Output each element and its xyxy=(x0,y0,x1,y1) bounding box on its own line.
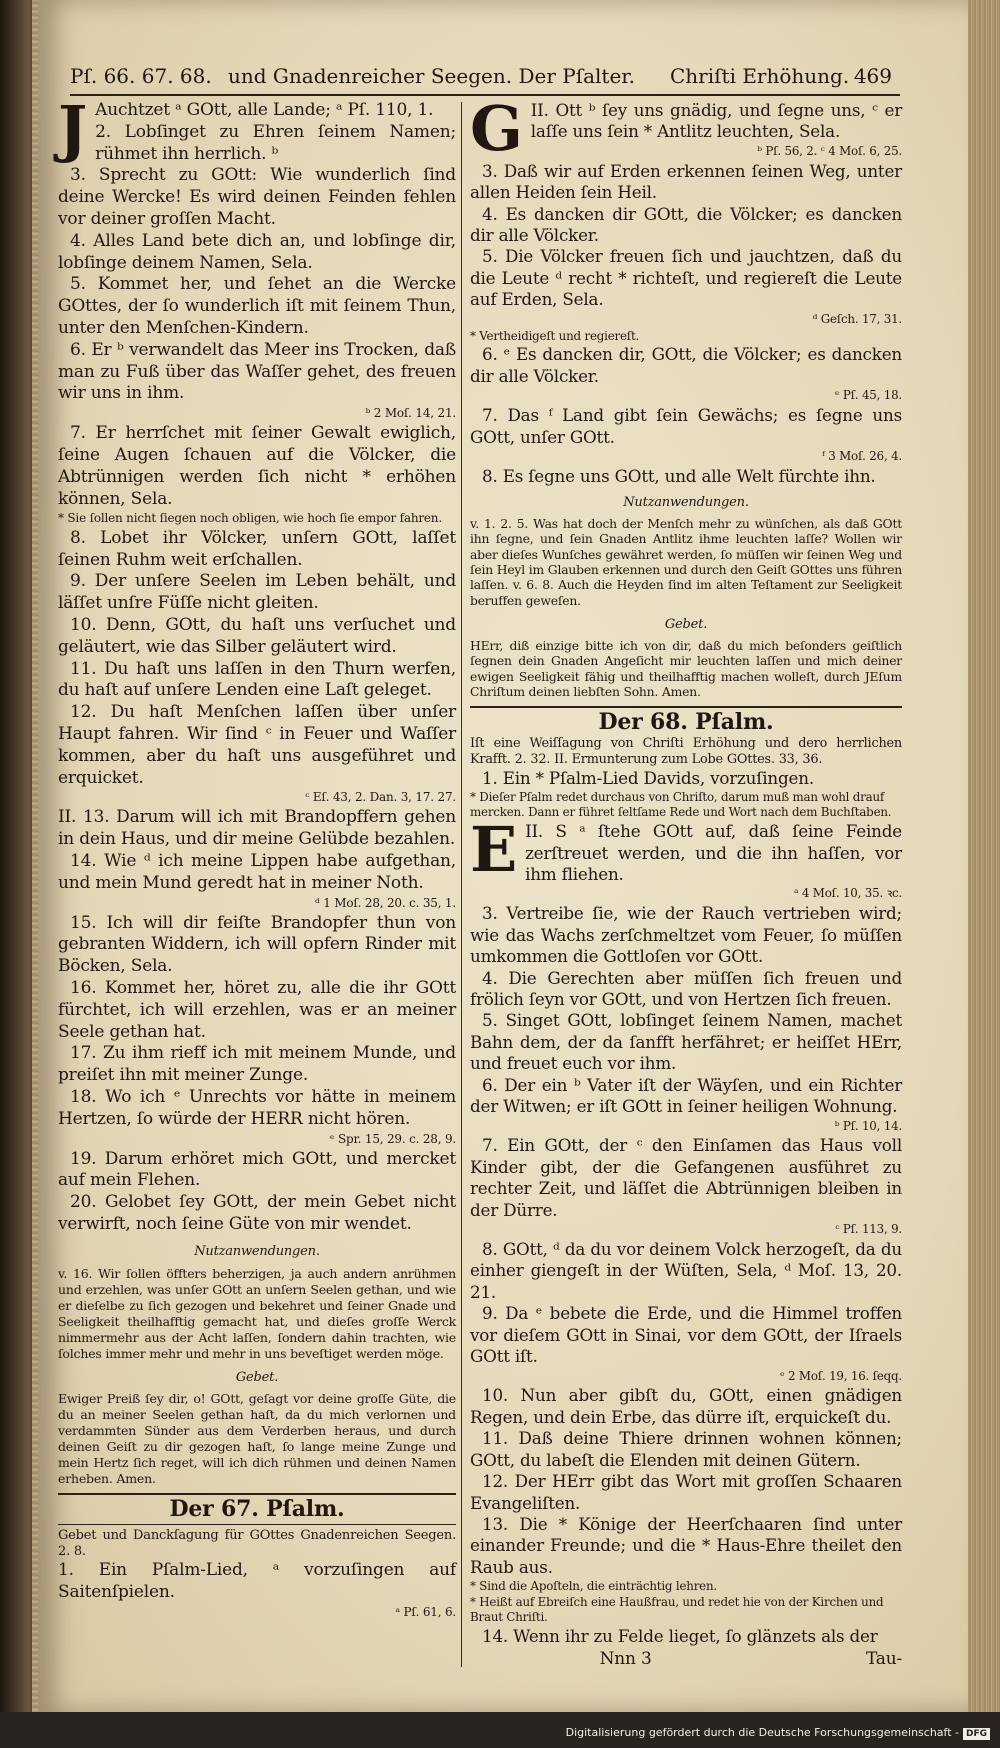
psalm-68-verse-12: 12. Der HErr gibt das Wort mit groſſen Schaaren Evangeliſten. xyxy=(470,1471,902,1513)
psalm-67-verse-8: 8. Es ſegne uns GOtt, und alle Welt fürchte ihn. xyxy=(482,465,876,486)
psalm-68-verse-6: 6. Der ein ᵇ Vater iſt der Wäyſen, und ein Richter der Witwen; er iſt GOtt in ſeiner heiligen Wohnung. xyxy=(470,1074,902,1117)
psalm-66-verse-18: 18. Wo ich ᵉ Unrechts vor hätte in meinem Hertzen, ſo würde der HERR nicht hören. xyxy=(58,1086,456,1129)
footnote-ref: ᵇ 2 Moſ. 14, 21. xyxy=(365,406,456,421)
psalm-68-verse-11: 11. Daß deine Thiere drinnen wohnen können; GOtt, du labeſt die Elenden mit deinen Gütern. xyxy=(470,1428,902,1470)
section-rule xyxy=(470,706,902,708)
dfg-logo: DFG xyxy=(963,1728,990,1740)
title-rule xyxy=(58,1524,456,1525)
psalm-67-verse-6: 6. ᵉ Es dancken dir, GOtt, die Völcker; es dancken dir alle Völcker. xyxy=(470,344,902,386)
page-stack-right xyxy=(968,0,1000,1712)
psalm-66-verse-14: 14. Wie ᵈ ich meine Lippen habe aufgethan, und mein Mund geredt hat in meiner Noth. xyxy=(58,851,456,893)
footnote-ref: ᶜ Eſ. 43, 2. Dan. 3, 17. 27. xyxy=(305,790,456,805)
application-heading: Nutzanwendungen. xyxy=(623,495,749,511)
psalm-66-verse-4: 4. Alles Land bete dich an, und lobſinge dir, lobſinge deinem Namen, Sela. xyxy=(58,230,456,273)
psalm-66-verse-15: 15. Ich will dir feiſte Brandopfer thun von gebranten Widdern, ich will opfern Rinder mit Böcken, Sela. xyxy=(58,912,456,977)
header-topic: Chriſti Erhöhung. xyxy=(670,64,850,88)
application-heading: Nutzanwendungen. xyxy=(194,1243,320,1259)
gloss-note: * Sind die Apoſteln, die einträchtig lehren. xyxy=(470,1579,717,1594)
psalm-68-verse-10: 10. Nun aber gibſt du, GOtt, einen gnädigen Regen, und dein Erbe, das dürre iſt, erquickeſt du. xyxy=(470,1385,902,1427)
scan-footer xyxy=(0,1712,1000,1748)
page-number: 469 xyxy=(853,64,892,88)
footnote-ref: ᵇ Pſ. 56, 2. ᶜ 4 Moſ. 6, 25. xyxy=(757,143,902,158)
funding-credit: Digitalisierung gefördert durch die Deutsche Forschungsgemeinschaft - DFG xyxy=(566,1726,990,1740)
header-title: und Gnadenreicher Seegen. Der Pſalter. xyxy=(228,64,636,88)
application-text: v. 16. Wir ſollen öffters beherzigen, ja auch andern anrühmen und erzehlen, was unſer GOtt an unſern Seelen gethan, und wie er dieſelbe zu ſich gezogen und bekehret und ſeiner Gnade und Seeligkeit theilhafftig gemacht hat, und dieſes groſſe Werck nimmermehr aus der Acht laſſen, ſondern dahin trachten, wie ſolches immer mehr und mehr in uns beveſtiget werden möge. xyxy=(58,1265,456,1361)
footnote-ref: ᵃ Pſ. 61, 6. xyxy=(395,1604,456,1619)
drop-cap: G xyxy=(470,92,523,165)
psalm-66-verse-17: 17. Zu ihm rieff ich mit meinem Munde, und preiſet ihn mit meiner Zunge. xyxy=(58,1043,456,1086)
psalm-66-verse-10: 10. Denn, GOtt, du haſt uns verſuchet und geläutert, wie das Silber geläutert wird. xyxy=(58,615,456,657)
prayer-text: HErr, diß einzige bitte ich von dir, daß du mich beſonders geiſtlich ſegnen dein Gnaden Angeſicht mir leuchten laſſen und mich deiner ewigen Seeligkeit fähig und theilhafftig machen wolleſt, durch JEſum Chriſtum deinen liebſten Sohn. Amen. xyxy=(470,638,902,699)
footnote-ref: ᵉ Pſ. 45, 18. xyxy=(834,388,902,403)
psalm-66-verse-9: 9. Der unſere Seelen im Leben behält, und läſſet unſre Füſſe nicht gleiten. xyxy=(58,571,456,614)
psalm-68-verse-5: 5. Singet GOtt, lobſinget ſeinem Namen, machet Bahn dem, der da ſanfft herfähret; er heiſſet HErr, und freuet euch vor ihm. xyxy=(470,1010,902,1074)
column-divider xyxy=(461,102,462,1667)
psalm-67-summary: Gebet und Danckſagung für GOttes Gnadenreichen Seegen. 2. 8. xyxy=(58,1528,456,1560)
footnote-ref: ᵃ 4 Moſ. 10, 35. ꝛc. xyxy=(793,886,902,901)
gloss-note: * Sie ſollen nicht ſiegen noch obligen, wie hoch ſie empor fahren. xyxy=(58,511,442,526)
footnote-ref: ᵉ Spr. 15, 29. c. 28, 9. xyxy=(329,1131,456,1146)
prayer-text: Ewiger Preiß ſey dir, o! GOtt, geſagt vor deine groſſe Güte, die du an meiner Seelen gethan haſt, da du mich verlornen und verdammten Sünder aus dem Verderben heraus, und durch deinen Geiſt zu dir gezogen haſt, ſo lange meine Zunge und mein Hertz ſich reget, will ich dich rühmen und deinen Namen erheben. Amen. xyxy=(58,1391,456,1487)
header-psalm-range: Pſ. 66. 67. 68. xyxy=(70,64,212,88)
psalm-67-title: Der 67. Pſalm. xyxy=(169,1496,345,1523)
footnote-ref: ᵈ 1 Moſ. 28, 20. c. 35, 1. xyxy=(315,895,456,910)
psalm-66-verse-13: II. 13. Darum will ich mit Brandopffern gehen in dein Haus, und dir meine Gelübde bezahlen. xyxy=(58,807,456,850)
part-label: II. xyxy=(530,100,549,120)
psalm-68-verse-8: 8. GOtt, ᵈ da du vor deinem Volck herzogeſt, da du einher giengeſt in der Wüſten, Sela, ᵈ Moſ. 13, 20. 21. xyxy=(470,1238,902,1302)
psalm-68-summary: Iſt eine Weiſſagung von Chriſti Erhöhung und dero herrlichen Krafft. 2. 32. II. Ermunterung zum Lobe GOttes. 33, 36. xyxy=(470,735,902,767)
catchword: Tau- xyxy=(865,1649,902,1670)
left-column xyxy=(58,92,456,1622)
psalm-66-verse-5: 5. Kommet her, und ſehet an die Wercke GOttes, der ſo wunderlich iſt mit ſeinem Thun, unter den Menſchen-Kindern. xyxy=(58,274,456,338)
prayer-heading: Gebet. xyxy=(235,1369,279,1385)
psalm-66-verse-2: 2. Lobſinget zu Ehren ſeinem Namen; rühmet ihn herrlich. ᵇ xyxy=(95,121,456,164)
drop-cap: E xyxy=(470,813,518,887)
psalm-67-verse-4: 4. Es dancken dir GOtt, die Völcker; es dancken dir alle Völcker. xyxy=(470,203,902,245)
psalm-68-title: Der 68. Pſalm. xyxy=(598,709,774,736)
psalm-66-verse-20: 20. Gelobet ſey GOtt, der mein Gebet nicht verwirft, noch ſeine Güte von mir wendet. xyxy=(58,1192,456,1234)
psalm-68-verse-3: 3. Vertreibe ſie, wie der Rauch vertrieben wird; wie das Wachs zerſchmeltzet vom Feuer, ſo müſſen umkommen die Gottloſen vor GOtt. xyxy=(470,903,902,967)
footnote-ref: ᵈ Geſch. 17, 31. xyxy=(812,311,902,326)
psalm-68-verse-13: 13. Die * Könige der Heerſchaaren ſind unter einander Freunde; und die * Haus-Ehre theilet den Raub aus. xyxy=(470,1514,902,1577)
psalm-66-verse-11: 11. Du haſt uns laſſen in den Thurn werfen, du haſt auf unſere Lenden eine Laſt geleget. xyxy=(58,658,456,701)
drop-cap: J xyxy=(58,92,88,165)
footnote-ref: ᶜ Pſ. 113, 9. xyxy=(835,1222,902,1237)
psalm-66-verse-3: 3. Sprecht zu GOtt: Wie wunderlich ſind deine Wercke! Es wird deinen Feinden fehlen vor deiner groſſen Macht. xyxy=(58,165,456,229)
psalm-66-verse-19: 19. Darum erhöret mich GOtt, und mercket auf mein Flehen. xyxy=(58,1148,456,1191)
psalm-66-verse-16: 16. Kommet her, höret zu, alle die ihr GOtt fürchtet, ich will erzehlen, was er an meiner Seele gethan hat. xyxy=(58,977,456,1042)
signature-mark: Nnn 3 xyxy=(599,1649,652,1670)
prayer-heading: Gebet. xyxy=(664,617,708,633)
part-label: II. xyxy=(525,821,544,842)
gloss-note: * Vertheidigeſt und regiereſt. xyxy=(470,328,640,343)
psalm-67-verse-5: 5. Die Völcker freuen ſich und jauchtzen, daß du die Leute ᵈ recht * richteſt, und regiereſt die Leute auf Erden, Sela. xyxy=(470,246,902,310)
book-spine xyxy=(0,0,38,1748)
psalm-67-verse-2: II. G Ott ᵇ ſey uns gnädig, und ſegne uns, ᶜ er laſſe uns ſein * Antlitz leuchten, Sela. xyxy=(470,92,903,165)
psalm-68-verse-9: 9. Da ᵉ bebete die Erde, und die Himmel troffen vor dieſem GOtt in Sinai, vor dem GOtt, der Iſraels GOtt iſt. xyxy=(470,1303,902,1367)
psalm-66-verse-1: J Auchtzet ᵃ GOtt, alle Lande; ᵃ Pſ. 110, 1. xyxy=(58,92,434,165)
application-text: v. 1. 2. 5. Was hat doch der Menſch mehr zu wünſchen, als daß GOtt ihn ſegne, und ſein Gnaden Antlitz ihme leuchten laſſe? Wollen wir aber dieſes Wunſches gewähret werden, ſo müſſen wir ſeinen Weg und ſein Heyl im Glauben erkennen und durch den Geiſt GOttes uns führen laſſen. v. 6. 8. Auch die Heyden ſind im alten Teſtament zur Seeligkeit beruffen geweſen. xyxy=(470,516,902,608)
right-column xyxy=(470,92,903,1671)
psalm-66-verse-7: 7. Er herrſchet mit ſeiner Gewalt ewiglich, ſeine Augen ſchauen auf die Völcker, die Abtrünnigen werden ſich nicht * erhöhen können, Sela. xyxy=(58,423,456,509)
footnote-ref: ᵇ Pſ. 10, 14. xyxy=(834,1118,902,1133)
running-header xyxy=(70,60,900,96)
psalm-68-verse-2: II. E S ᵃ ſtehe GOtt auf, daß ſeine Feinde zerſtreuet werden, und die ihn haſſen, vor ihm fliehen. xyxy=(470,813,903,887)
footnote-ref: ᵉ 2 Moſ. 19, 16. ſeqq. xyxy=(780,1368,902,1383)
psalm-68-verse-4: 4. Die Gerechten aber müſſen ſich freuen und frölich ſeyn vor GOtt, und von Hertzen ſich freuen. xyxy=(470,967,902,1009)
gloss-note: * Dieſer Pſalm redet durchaus von Chriſto, darum muß man wohl drauf mercken. Dann er führet ſeltſame Rede und Wort nach dem Buchſtaben. xyxy=(470,790,892,820)
psalm-67-verse-3: 3. Daß wir auf Erden erkennen ſeinen Weg, unter allen Heiden ſein Heil. xyxy=(470,160,902,203)
psalm-66-verse-8: 8. Lobet ihr Völcker, unſern GOtt, laſſet ſeinen Ruhm weit erſchallen. xyxy=(58,527,456,570)
psalm-68-verse-1: 1. Ein * Pſalm-Lied Davids, vorzuſingen. xyxy=(482,768,814,788)
psalm-67-verse-7: 7. Das ᶠ Land gibt ſein Gewächs; es ſegne uns GOtt, unſer GOtt. xyxy=(470,405,902,447)
psalm-66-verse-12: 12. Du haſt Menſchen laſſen über unſer Haupt fahren. Wir ſind ᶜ in Feuer und Waſſer kommen, aber du haſt uns ausgeführet und erquicket. xyxy=(58,702,456,788)
gloss-note: * Heißt auf Ebreiſch eine Haußfrau, und redet hie von der Kirchen und Braut Chriſti. xyxy=(470,1595,884,1624)
psalm-66-verse-6: 6. Er ᵇ verwandelt das Meer ins Trocken, daß man zu Fuß über das Waſſer gehet, des freuen wir uns in ihm. xyxy=(58,339,456,404)
section-rule xyxy=(58,1493,456,1495)
psalm-67-verse-1: 1. Ein Pſalm-Lied, ᵃ vorzuſingen auf Saitenſpielen. xyxy=(58,1560,456,1602)
page-foot xyxy=(470,1649,902,1670)
psalm-68-verse-7: 7. Ein GOtt, der ᶜ den Einſamen das Haus voll Kinder gibt, der die Gefangenen ausführet zu rechter Zeit, und läſſet die Abtrünnigen bleiben in der Dürre. xyxy=(470,1135,902,1220)
psalm-68-verse-14: 14. Wenn ihr zu Felde lieget, ſo glänzets als der xyxy=(482,1625,878,1646)
footnote-ref: ᶠ 3 Moſ. 26, 4. xyxy=(822,448,902,463)
